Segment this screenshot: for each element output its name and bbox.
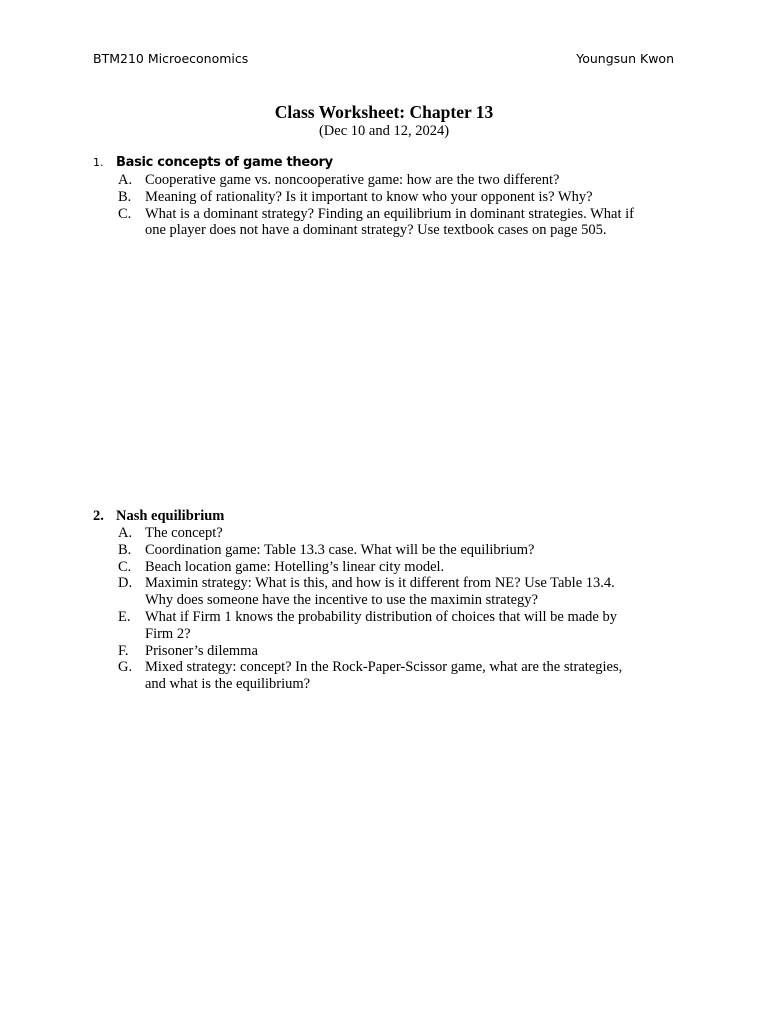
item-letter: C. bbox=[118, 558, 132, 575]
item-letter: E. bbox=[118, 608, 131, 625]
item-text: Maximin strategy: What is this, and how is it different from NE? Use Table 13.4. Why does someone have the incentive to use the maximin strategy? bbox=[145, 575, 615, 609]
section-heading bbox=[93, 154, 693, 172]
section-number: 1. bbox=[93, 156, 104, 169]
item-text: What is a dominant strategy? Finding an equilibrium in dominant strategies. What if one player does not have a dominant strategy? Use textbook cases on page 505. bbox=[145, 205, 635, 239]
item-text: The concept? bbox=[145, 525, 223, 541]
list-item bbox=[93, 659, 693, 693]
item-text: What if Firm 1 knows the probability distribution of choices that will be made by Firm 2? bbox=[145, 608, 617, 642]
item-text: Prisoner’s dilemma bbox=[145, 642, 258, 659]
question-list bbox=[93, 525, 693, 693]
item-letter: G. bbox=[118, 659, 133, 676]
list-item bbox=[93, 643, 693, 660]
list-item bbox=[93, 609, 693, 643]
author-name: Youngsun Kwon bbox=[576, 51, 674, 66]
item-letter: D. bbox=[118, 575, 133, 592]
list-item bbox=[93, 542, 693, 559]
section-title: Basic concepts of game theory bbox=[116, 155, 333, 170]
question-list bbox=[93, 172, 693, 239]
item-text: Cooperative game vs. noncooperative game: how are the two different? bbox=[145, 172, 560, 188]
page-title: Class Worksheet: Chapter 13 bbox=[274, 102, 494, 122]
item-text: Mixed strategy: concept? In the Rock-Paper-Scissor game, what are the strategies, and what is the equilibrium? bbox=[145, 659, 623, 693]
item-letter: A. bbox=[118, 525, 133, 541]
page-subtitle: (Dec 10 and 12, 2024) bbox=[318, 123, 450, 139]
section-nash-equilibrium bbox=[93, 507, 693, 693]
list-item bbox=[93, 559, 693, 576]
item-text: Beach location game: Hotelling’s linear city model. bbox=[145, 558, 445, 575]
list-item bbox=[93, 206, 693, 240]
list-item bbox=[93, 189, 693, 206]
list-item bbox=[93, 172, 693, 189]
item-letter: A. bbox=[118, 172, 133, 188]
section-heading bbox=[93, 507, 693, 525]
item-text: Coordination game: Table 13.3 case. What will be the equilibrium? bbox=[145, 541, 535, 558]
section-number: 2. bbox=[93, 508, 104, 524]
item-letter: B. bbox=[118, 541, 132, 558]
item-letter: B. bbox=[118, 188, 132, 205]
item-letter: F. bbox=[118, 642, 129, 659]
item-text: Meaning of rationality? Is it important to know who your opponent is? Why? bbox=[145, 188, 593, 205]
list-item bbox=[93, 525, 693, 542]
section-basic-concepts bbox=[93, 154, 693, 239]
section-title: Nash equilibrium bbox=[116, 508, 225, 524]
course-name: BTM210 Microeconomics bbox=[93, 51, 249, 66]
item-letter: C. bbox=[118, 205, 132, 222]
list-item bbox=[93, 575, 693, 609]
